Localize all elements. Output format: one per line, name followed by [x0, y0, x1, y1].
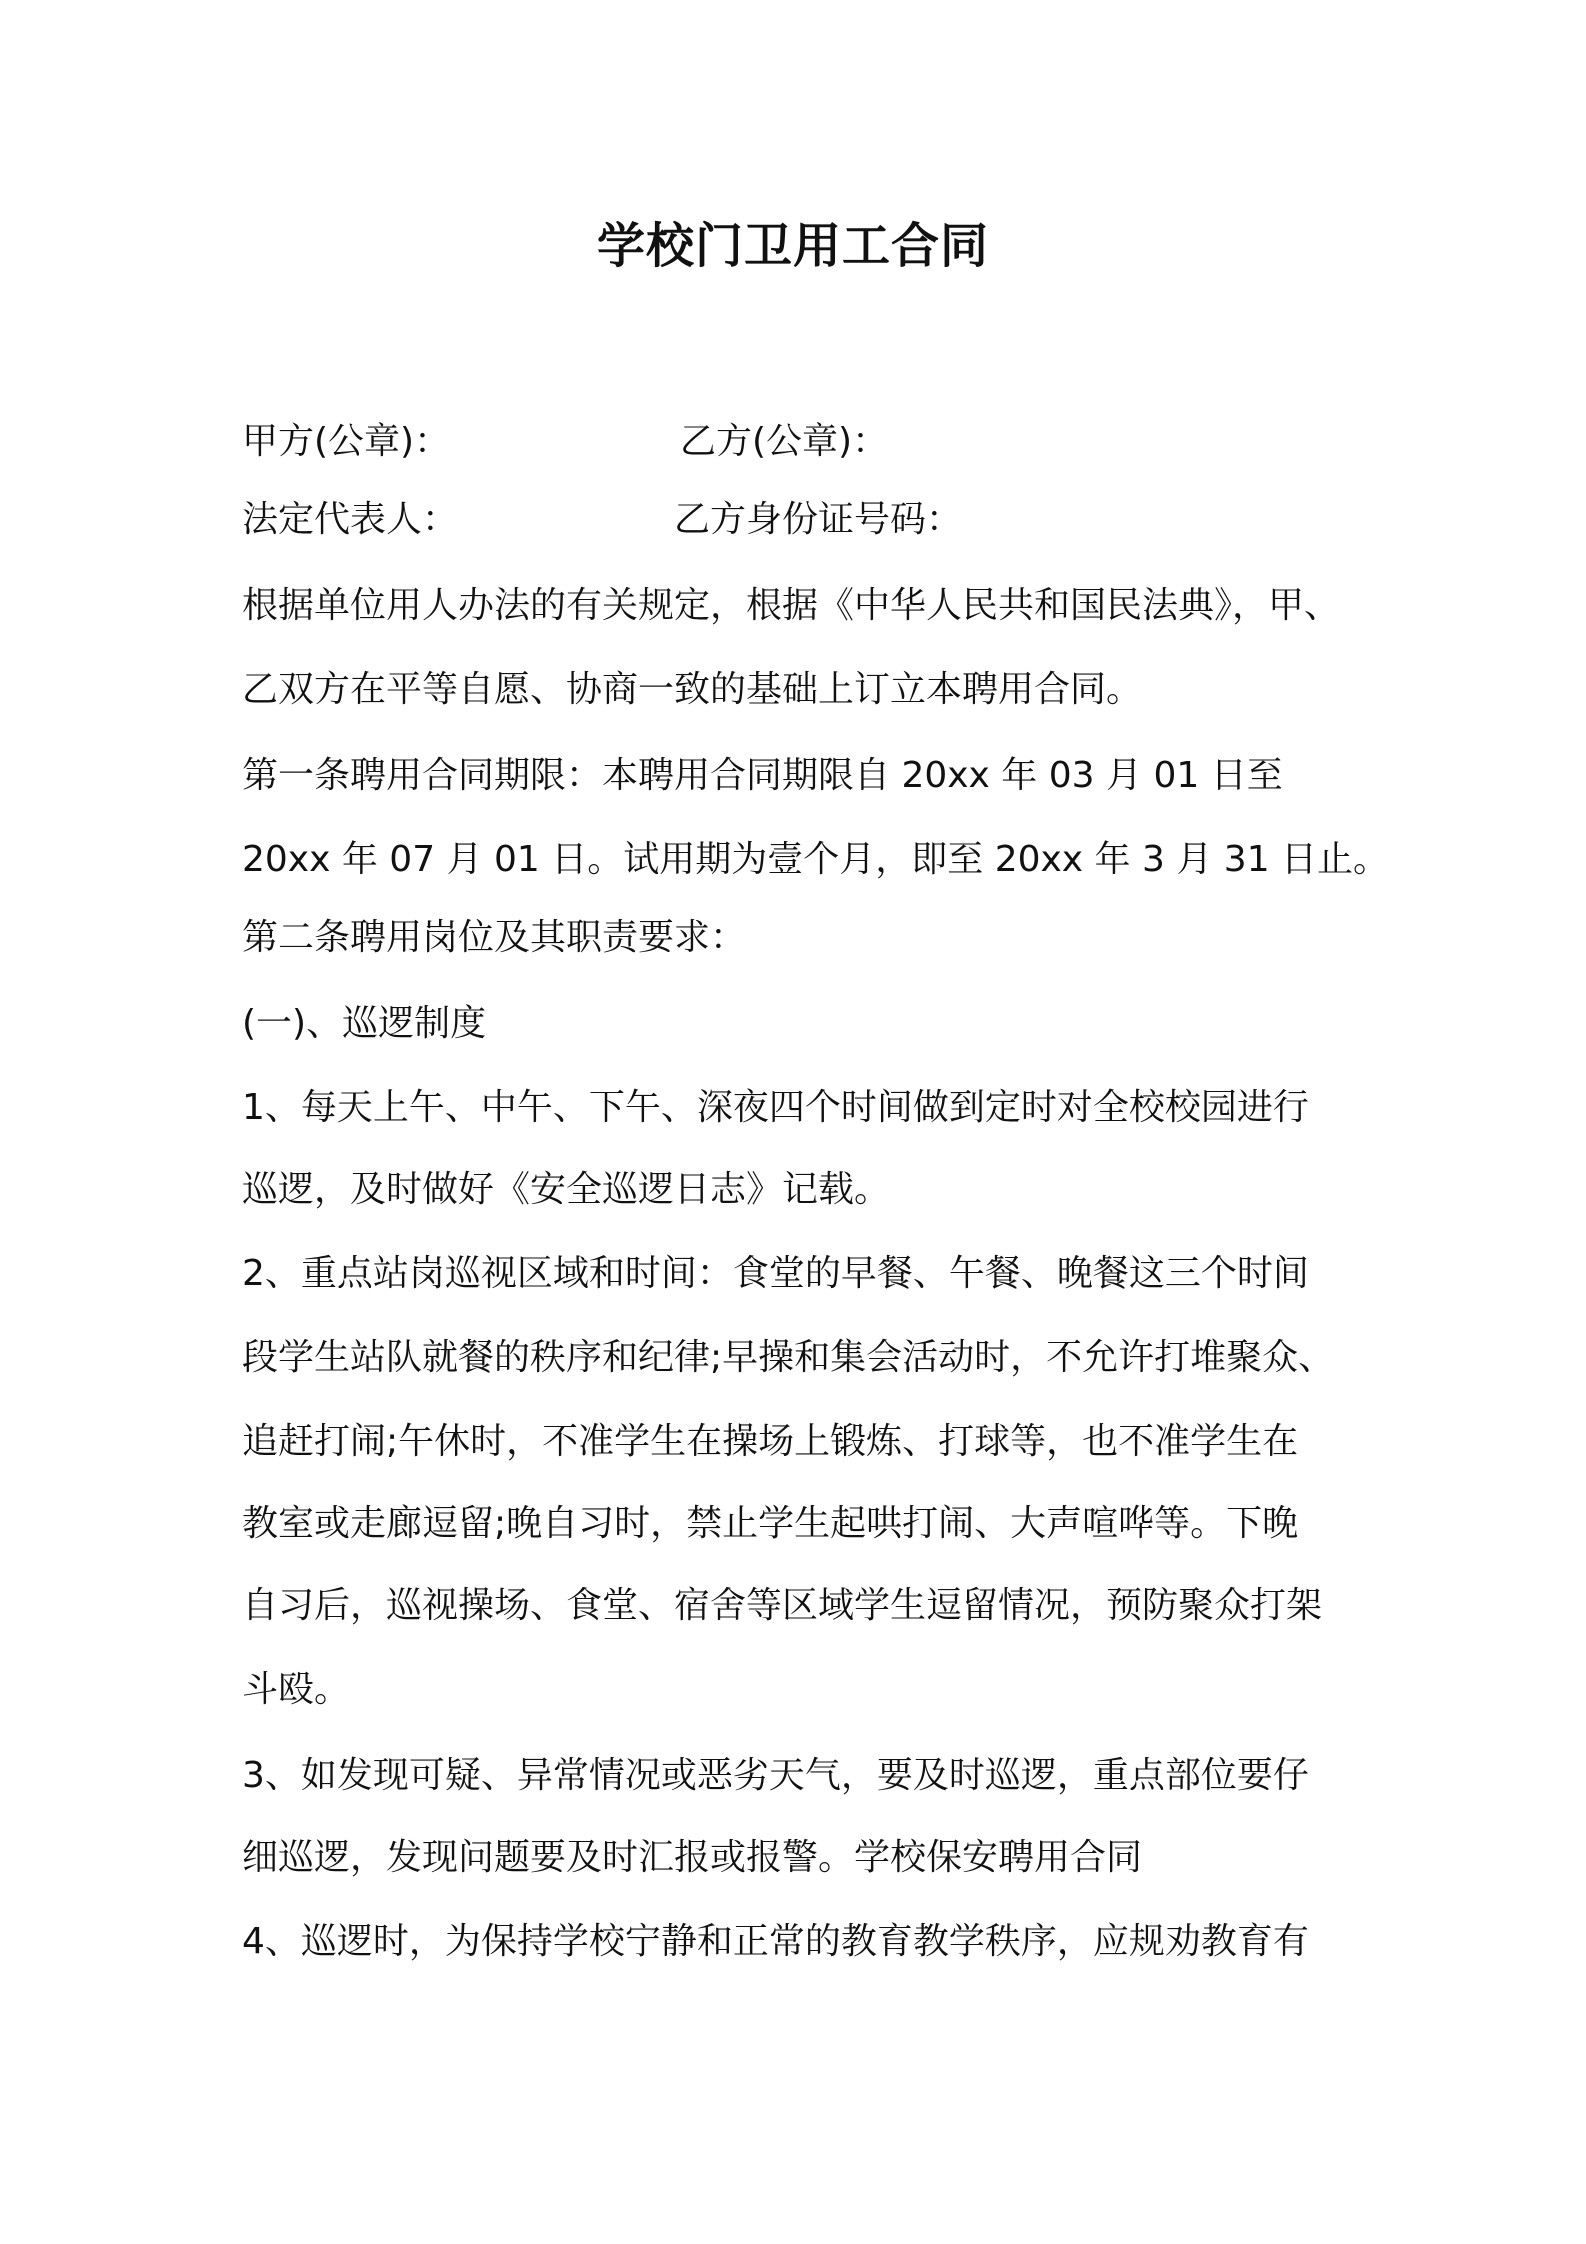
- legal-representative-label: 法定代表人：: [242, 499, 459, 540]
- paragraph-line: 教室或走廊逗留;晚自习时，禁止学生起哄打闹、大声喧哗等。下晚: [242, 1503, 1299, 1544]
- party-b-label: 乙方(公章)：: [680, 421, 889, 462]
- paragraph-line: 细巡逻，发现问题要及时汇报或报警。学校保安聘用合同: [242, 1837, 1143, 1878]
- subsection-heading: (一)、巡逻制度: [242, 1003, 487, 1044]
- paragraph-line: 自习后，巡视操场、食堂、宿舍等区域学生逗留情况，预防聚众打架: [242, 1585, 1323, 1626]
- paragraph-line: 1、每天上午、中午、下午、深夜四个时间做到定时对全校校园进行: [242, 1087, 1309, 1128]
- paragraph-line: 2、重点站岗巡视区域和时间：食堂的早餐、午餐、晚餐这三个时间: [242, 1253, 1309, 1294]
- paragraph-line: 巡逻，及时做好《安全巡逻日志》记载。: [242, 1169, 891, 1210]
- paragraph-line: 3、如发现可疑、异常情况或恶劣天气，要及时巡逻，重点部位要仔: [242, 1755, 1309, 1796]
- paragraph-line: 根据单位用人办法的有关规定，根据《中华人民共和国民法典》，甲、: [242, 585, 1341, 626]
- paragraph-line: 追赶打闹;午休时，不准学生在操场上锻炼、打球等，也不准学生在: [242, 1421, 1299, 1462]
- paragraph-line: 20xx 年 07 月 01 日。试用期为壹个月，即至 20xx 年 3 月 31 日止。: [242, 839, 1390, 880]
- party-b-id-label: 乙方身份证号码：: [674, 499, 963, 540]
- document-title: 学校门卫用工合同: [596, 218, 989, 274]
- paragraph-line: 乙双方在平等自愿、协商一致的基础上订立本聘用合同。: [242, 669, 1143, 710]
- party-a-label: 甲方(公章)：: [242, 421, 451, 462]
- paragraph-line: 段学生站队就餐的秩序和纪律;早操和集会活动时，不允许打堆聚众、: [242, 1337, 1335, 1378]
- paragraph-line: 第一条聘用合同期限：本聘用合同期限自 20xx 年 03 月 01 日至: [242, 755, 1283, 796]
- section-heading: 第二条聘用岗位及其职责要求：: [242, 917, 747, 958]
- paragraph-line: 斗殴。: [242, 1669, 351, 1710]
- paragraph-line: 4、巡逻时，为保持学校宁静和正常的教育教学秩序，应规劝教育有: [242, 1921, 1309, 1962]
